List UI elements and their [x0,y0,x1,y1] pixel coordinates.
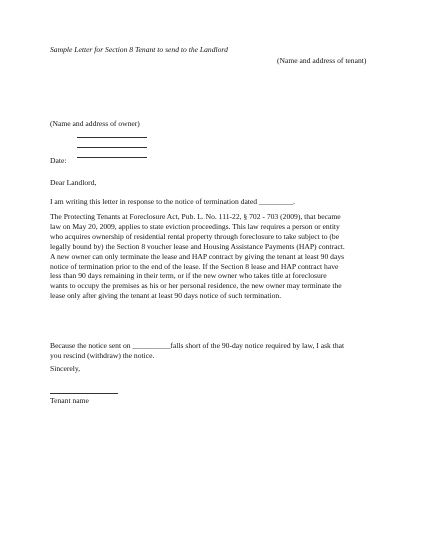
law-paragraph-line: law on May 20, 2009, applies to state eviction proceedings. This law requires a person or entity [50,221,340,231]
opening-paragraph: I am writing this letter in response to the notice of termination dated _________. [50,197,296,206]
law-paragraph-line: wants to occupy the premises as his or her personal residence, the new owner may terminate the [50,281,342,291]
owner-address-blank-line-2 [77,147,147,148]
date-label: Date: [50,156,67,165]
law-paragraph-line: The Protecting Tenants at Foreclosure Act, Pub. L. No. 111-22, § 702 - 703 (2009), that became [50,212,341,221]
closing: Sincerely, [50,364,81,373]
letter-title: Sample Letter for Section 8 Tenant to send to the Landlord [50,45,228,54]
tenant-address-placeholder: (Name and address of tenant) [277,56,367,65]
signature-line [50,393,118,394]
law-paragraph-line: A new owner can only terminate the lease and HAP contract by giving the tenant at least 90 days [50,251,345,261]
owner-address-blank-line-1 [77,137,147,138]
signature-name: Tenant name [50,396,89,405]
law-paragraph-line: who acquires ownership of residential rental property through foreclosure to take subject to (be [50,231,340,241]
salutation: Dear Landlord, [50,178,97,187]
owner-address-blank-line-3 [77,157,147,158]
request-paragraph-line: you rescind (withdraw) the notice. [50,350,155,360]
law-paragraph-line: lease only after giving the tenant at least 90 days notice of such termination. [50,291,282,301]
owner-address-placeholder: (Name and address of owner) [50,119,140,128]
law-paragraph-line: less than 90 days remaining in their term, or if the new owner who takes title at foreclosure [50,271,327,281]
law-paragraph-line: legally bound by) the Section 8 voucher lease and Housing Assistance Payments (HAP) contract. [50,241,345,251]
request-paragraph [50,341,344,361]
law-paragraph-line: notice of termination prior to the end of the lease. If the Section 8 lease and HAP contract have [50,261,339,271]
law-paragraph [50,212,370,301]
request-paragraph-line: Because the notice sent on __________falls short of the 90-day notice required by law, I ask that [50,341,345,350]
